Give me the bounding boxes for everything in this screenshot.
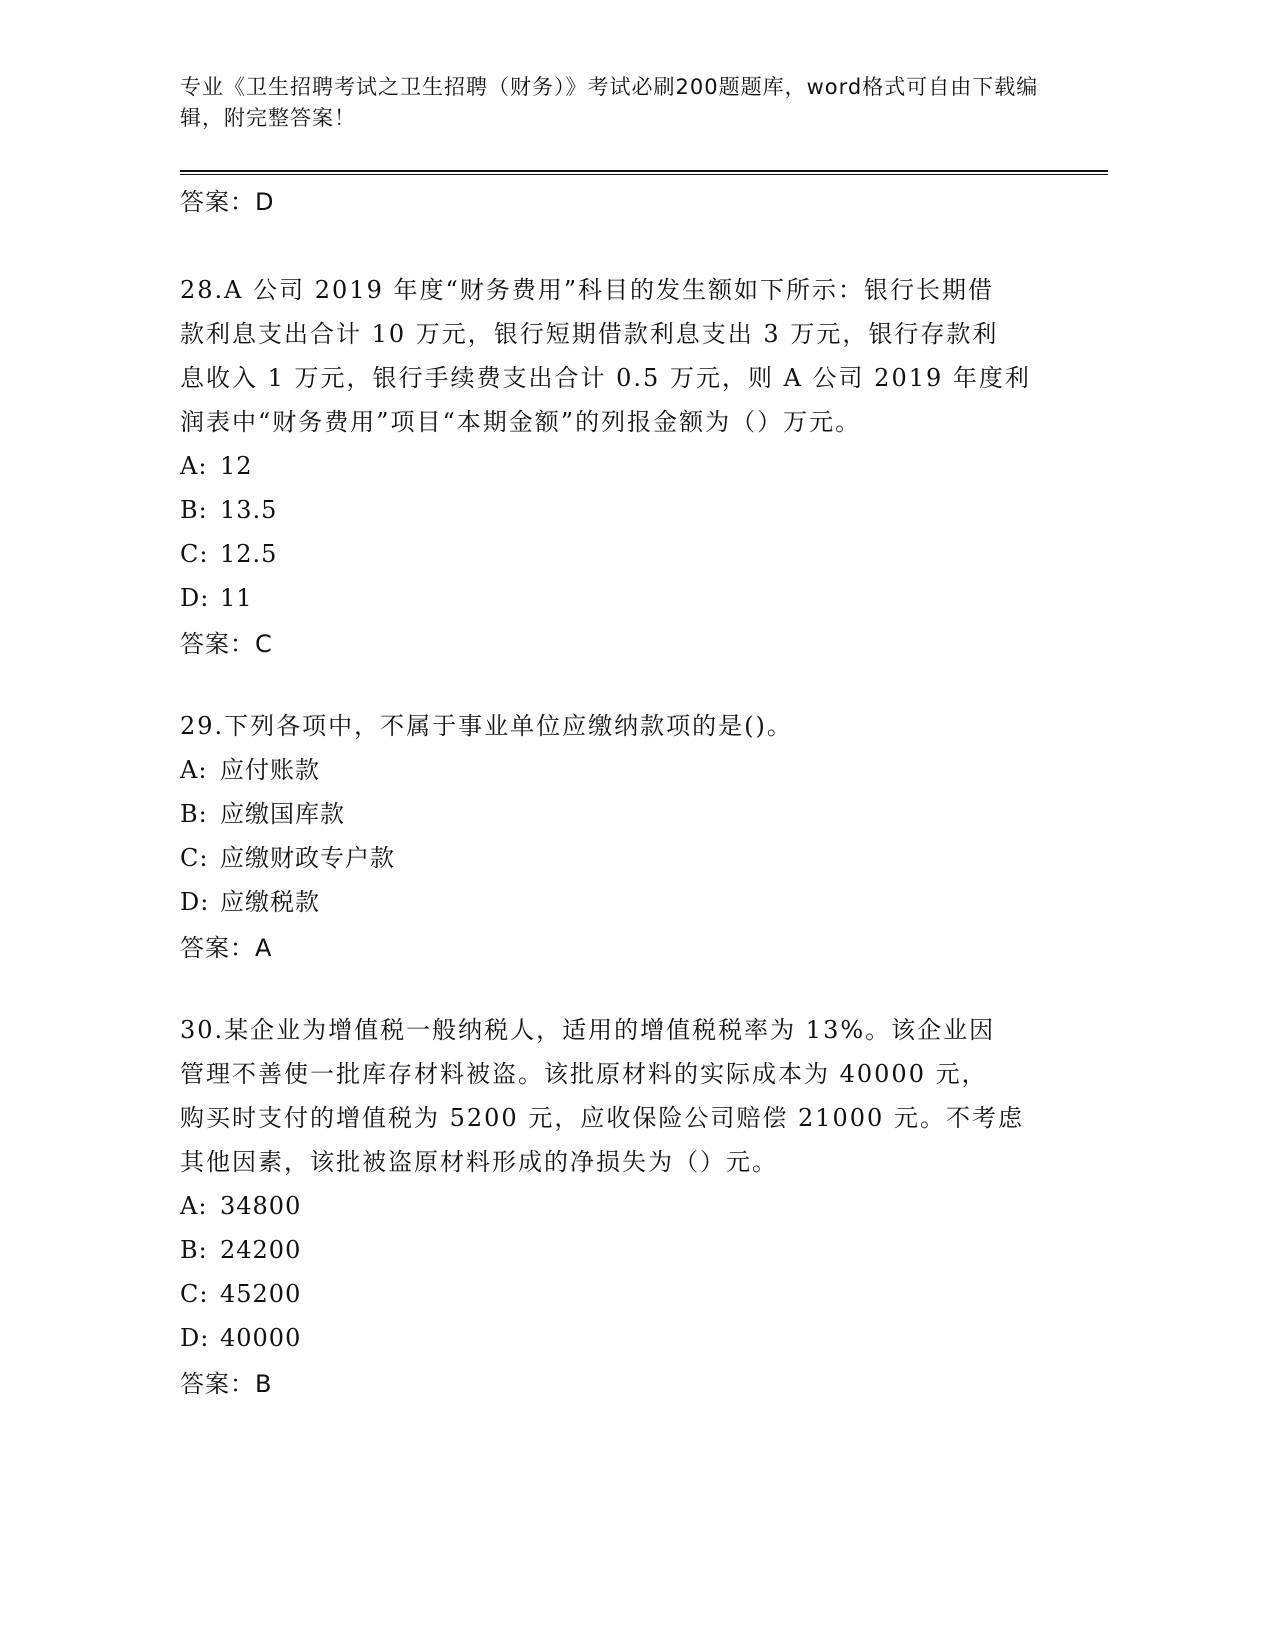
option-letter: C:: [180, 540, 209, 568]
stem-line: 管理不善使一批库存材料被盗。该批原材料的实际成本为 40000 元，: [180, 1060, 988, 1088]
stem-line: 30.某企业为增值税一般纳税人，适用的增值税税率为 13%。该企业因: [180, 1016, 996, 1044]
option-d: [180, 576, 1050, 620]
answer: 答案：A: [180, 934, 273, 962]
option-c: [180, 1272, 1050, 1316]
option-text: 13.5: [220, 496, 278, 524]
option-text: 34800: [220, 1192, 302, 1220]
option-letter: B:: [180, 496, 208, 524]
stem-line: 购买时支付的增值税为 5200 元，应收保险公司赔偿 21000 元。不考虑: [180, 1104, 1024, 1132]
option-b: [180, 792, 1050, 836]
stem-line: 款利息支出合计 10 万元，银行短期借款利息支出 3 万元，银行存款利: [180, 320, 999, 348]
previous-answer: 答案：D: [180, 188, 275, 216]
option-text: 应付账款: [220, 756, 320, 784]
document-header: 专业《卫生招聘考试之卫生招聘（财务）》考试必刷200题题库，word格式可自由下载编辑，附完整答案！: [180, 75, 1039, 130]
answer: 答案：B: [180, 1370, 273, 1398]
option-letter: D:: [180, 584, 210, 612]
header-divider-thick: [180, 170, 1108, 172]
header-divider-thin: [180, 174, 1108, 175]
option-text: 24200: [220, 1236, 302, 1264]
option-text: 12.5: [220, 540, 278, 568]
option-letter: C:: [180, 844, 209, 872]
option-text: 应缴国库款: [220, 800, 345, 828]
option-a: [180, 444, 1050, 488]
option-letter: D:: [180, 888, 210, 916]
question-28: [180, 268, 1050, 659]
answer: 答案：C: [180, 630, 273, 658]
question-30: [180, 1008, 1050, 1399]
stem-line: 28.A 公司 2019 年度“财务费用”科目的发生额如下所示：银行长期借: [180, 276, 995, 304]
option-b: [180, 1228, 1050, 1272]
option-letter: B:: [180, 800, 208, 828]
option-text: 45200: [220, 1280, 302, 1308]
question-stem: [180, 1008, 1050, 1184]
option-text: 应缴税款: [220, 888, 320, 916]
option-b: [180, 488, 1050, 532]
option-letter: C:: [180, 1280, 209, 1308]
stem-line: 润表中“财务费用”项目“本期金额”的列报金额为（）万元。: [180, 408, 862, 436]
option-d: [180, 1316, 1050, 1360]
option-a: [180, 1184, 1050, 1228]
option-letter: D:: [180, 1324, 210, 1352]
question-stem: [180, 268, 1050, 444]
question-29: [180, 704, 1050, 963]
option-letter: A:: [180, 1192, 208, 1220]
option-c: [180, 836, 1050, 880]
option-text: 应缴财政专户款: [220, 844, 395, 872]
stem-line: 其他因素，该批被盗原材料形成的净损失为（）元。: [180, 1148, 778, 1176]
option-text: 12: [220, 452, 253, 480]
option-text: 11: [220, 584, 253, 612]
option-letter: B:: [180, 1236, 208, 1264]
question-stem: [180, 704, 1050, 748]
stem-line: 29.下列各项中，不属于事业单位应缴纳款项的是()。: [180, 712, 793, 740]
option-letter: A:: [180, 756, 208, 784]
option-a: [180, 748, 1050, 792]
stem-line: 息收入 1 万元，银行手续费支出合计 0.5 万元，则 A 公司 2019 年度利: [180, 364, 1031, 392]
option-text: 40000: [220, 1324, 302, 1352]
option-c: [180, 532, 1050, 576]
option-letter: A:: [180, 452, 208, 480]
option-d: [180, 880, 1050, 924]
